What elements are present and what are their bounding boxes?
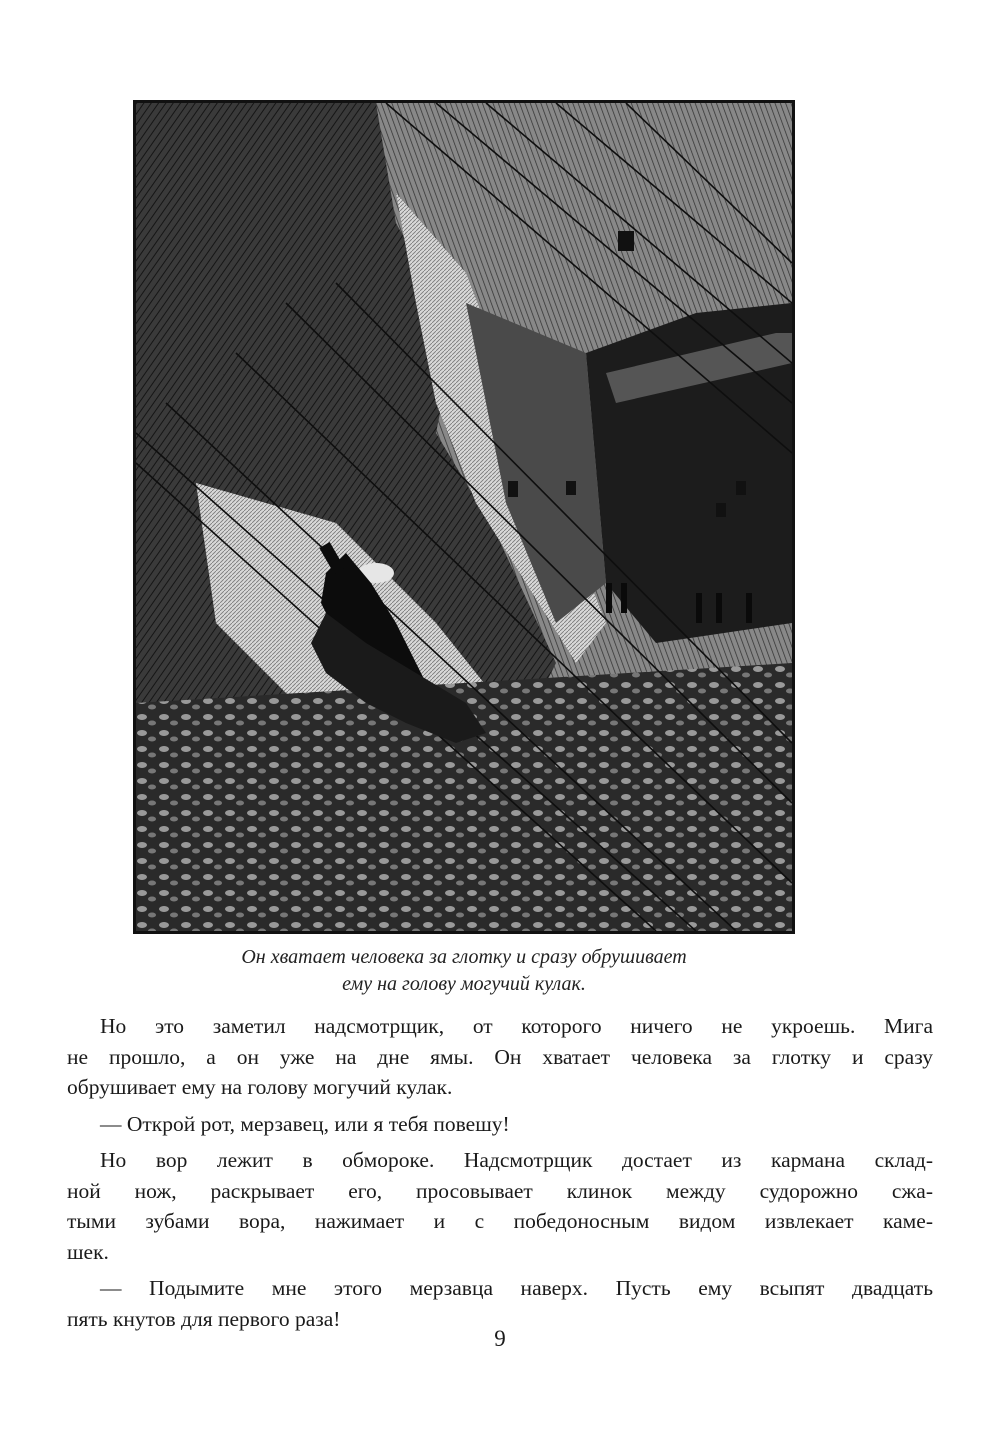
caption-line: Он хватает человека за глотку и сразу обрушивает <box>241 946 687 968</box>
text-line: Но это заметил надсмотрщик, от которого ничего не укроешь. Мига <box>100 1014 933 1038</box>
caption-line: ему на голову могучий кулак. <box>342 973 586 995</box>
paragraph <box>67 1109 933 1140</box>
text-line: — Подымите мне этого мерзавца наверх. Пусть ему всыпят двадцать <box>100 1276 933 1300</box>
text-line: Но вор лежит в обмороке. Надсмотрщик достает из кармана склад- <box>100 1148 933 1172</box>
body-text <box>67 1011 933 1340</box>
engraving-image <box>136 103 792 931</box>
paragraph <box>67 1145 933 1267</box>
illustration-caption <box>133 944 795 998</box>
text-line: не прошло, а он уже на дне ямы. Он хватает человека за глотку и сразу <box>67 1044 933 1069</box>
text-line: тыми зубами вора, нажимает и с победоносным видом извлекает каме- <box>67 1209 933 1233</box>
page-number: 9 <box>494 1326 506 1351</box>
text-line: шек. <box>67 1239 109 1264</box>
paragraph <box>67 1011 933 1103</box>
engraving-illustration <box>133 100 795 934</box>
text-line: обрушивает ему на голову могучий кулак. <box>67 1075 453 1099</box>
paragraph <box>67 1273 933 1334</box>
text-line: — Открой рот, мерзавец, или я тебя повешу! <box>100 1111 510 1136</box>
text-line: пять кнутов для первого раза! <box>67 1306 341 1331</box>
text-line: ной нож, раскрывает его, просовывает клинок между судорожно сжа- <box>67 1178 933 1203</box>
